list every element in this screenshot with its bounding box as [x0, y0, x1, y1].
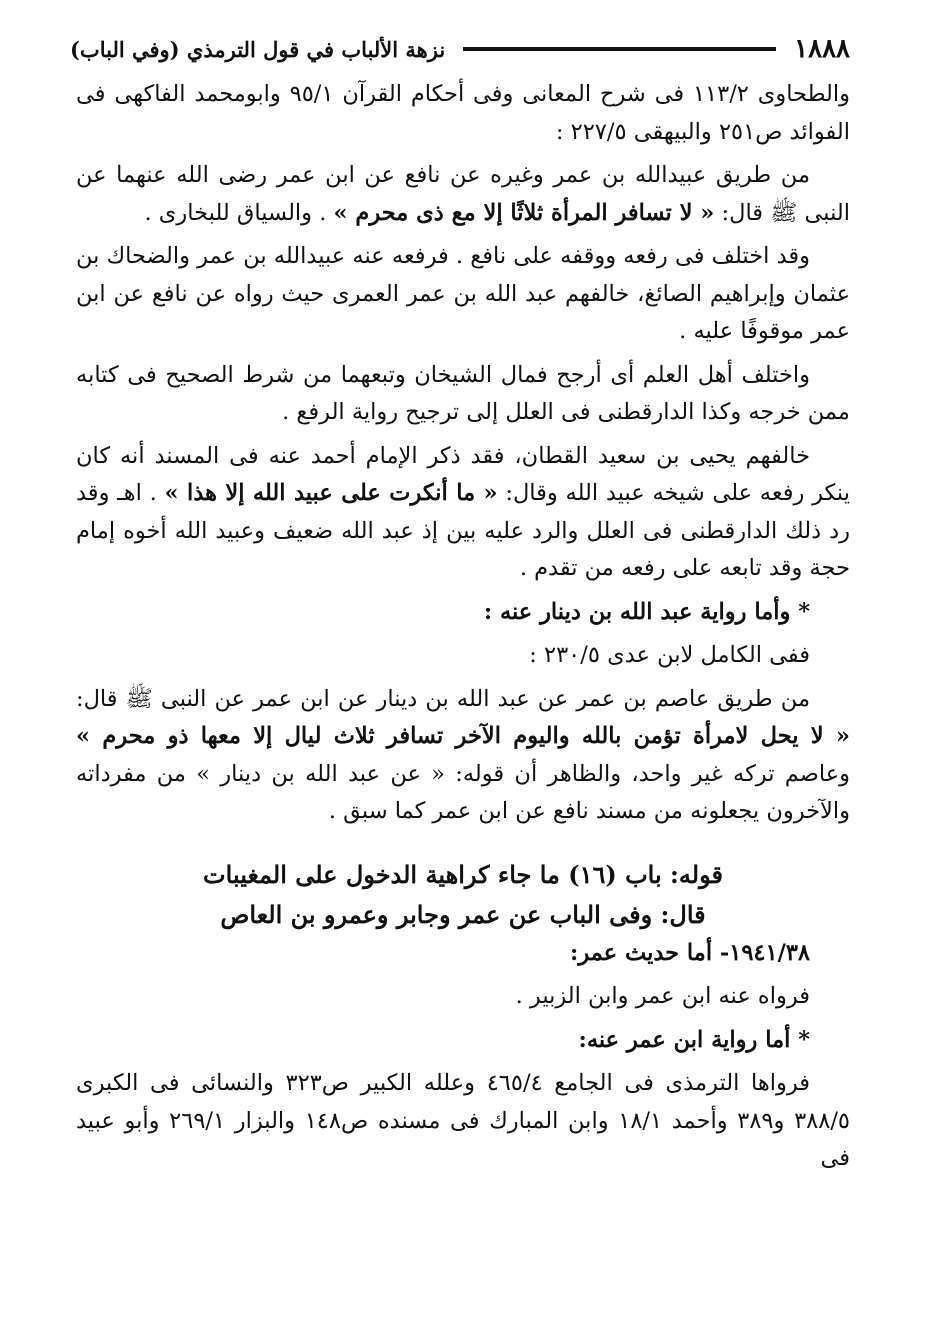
paragraph-disagreement: وقد اختلف فى رفعه ووقفه على نافع . فرفعه عنه عبيدالله بن عمر والضحاك بن عثمان وإبراهيم الصائغ، خالفهم عبد الله بن عمر العمرى حيث رواه عن نافع عن ابن عمر موقوفًا عليه .: [76, 243, 850, 344]
page-number: ١٨٨٨: [794, 34, 850, 64]
hadith-quote: « لا يحل لامرأة تؤمن بالله واليوم الآخر تسافر ثلاث ليال إلا معها ذو محرم »: [76, 723, 850, 749]
section-spacer: [76, 837, 850, 855]
paragraph-text: وعاصم تركه غير واحد، والظاهر أن قوله:: [444, 760, 851, 787]
running-title: نزهة الألباب في قول الترمذي (وفي الباب): [70, 36, 446, 62]
subheading-ibn-dinar: * وأما رواية عبد الله بن دينار عنه :: [483, 598, 810, 625]
hadith-quote: « لا تسافر المرأة ثلاثًا إلا مع ذى محرم »: [333, 199, 715, 226]
paragraph-text: من طريق عاصم بن عمر عن عبد الله بن دينار عن ابن عمر عن النبى ﷺ قال:: [76, 685, 810, 712]
chapter-subheading: قال: وفى الباب عن عمر وجابر وعمرو بن العاص: [220, 899, 706, 929]
header-rule: [463, 47, 776, 51]
page-body: [76, 76, 850, 1184]
paragraph-scholars: واختلف أهل العلم أى أرجح فمال الشيخان وتبعهما من شرط الصحيح فى كتابه ممن خرجه وكذا الدارقطنى فى العلل إلى ترجيح رواية الرفع .: [76, 361, 850, 425]
paragraph-asim: [76, 681, 850, 831]
hadith-number-heading: ١٩٤١/٣٨- أما حديث عمر:: [570, 939, 810, 966]
paragraph-text: خالفهم يحيى بن سعيد القطان، فقد ذكر الإمام أحمد عنه فى المسند أنه كان ينكر رفعه على شيخه عبيد الله وقال:: [76, 442, 850, 506]
quote: « عن عبد الله بن دينار »: [196, 760, 445, 787]
quote: « ما أنكرت على عبيد الله إلا هذا »: [164, 480, 498, 506]
chapter-heading: قوله: باب (١٦) ما جاء كراهية الدخول على المغيبات: [203, 859, 723, 889]
paragraph-hadith-text: [76, 157, 850, 232]
paragraph-sources: فرواها الترمذى فى الجامع ٤٦٥/٤ وعلله الكبير ص٣٢٣ والنسائى فى الكبرى ٣٨٨/٥ و٣٨٩ وأحمد ١٨/١ وابن المبارك فى مسنده ص١٤٨ والبزار ٢٦٩/١ وأبو عبيد فى: [76, 1070, 850, 1171]
page-header: [70, 32, 850, 66]
paragraph-references: والطحاوى ١١٣/٢ فى شرح المعانى وفى أحكام القرآن ٩٥/١ وابومحمد الفاكهى فى الفوائد ص٢٥١ والبيهقى ٢٢٧/٥ :: [76, 81, 851, 145]
paragraph-text: من طريق عبيدالله بن عمر وغيره عن نافع عن ابن عمر رضى الله عنهما عن النبى ﷺ قال:: [76, 162, 850, 226]
paragraph-text: من مفرداته والآخرون يجعلونه من مسند نافع عن ابن عمر كما سبق .: [76, 760, 850, 824]
paragraph-qattan: [76, 438, 850, 588]
paragraph-narrators: فرواه عنه ابن عمر وابن الزبير .: [515, 983, 810, 1009]
paragraph-text: . والسياق للبخارى .: [144, 199, 334, 226]
paragraph-text: . اهـ وقد رد ذلك الدارقطنى فى العلل والرد عليه بين إذ عبد الله ضعيف وعبيد الله أخوه إمام حجة وقد تابعه على رفعه من تقدم .: [76, 480, 850, 581]
paragraph-kamil: ففى الكامل لابن عدى ٢٣٠/٥ :: [529, 642, 810, 668]
subheading-ibn-umar: * أما رواية ابن عمر عنه:: [578, 1026, 810, 1053]
